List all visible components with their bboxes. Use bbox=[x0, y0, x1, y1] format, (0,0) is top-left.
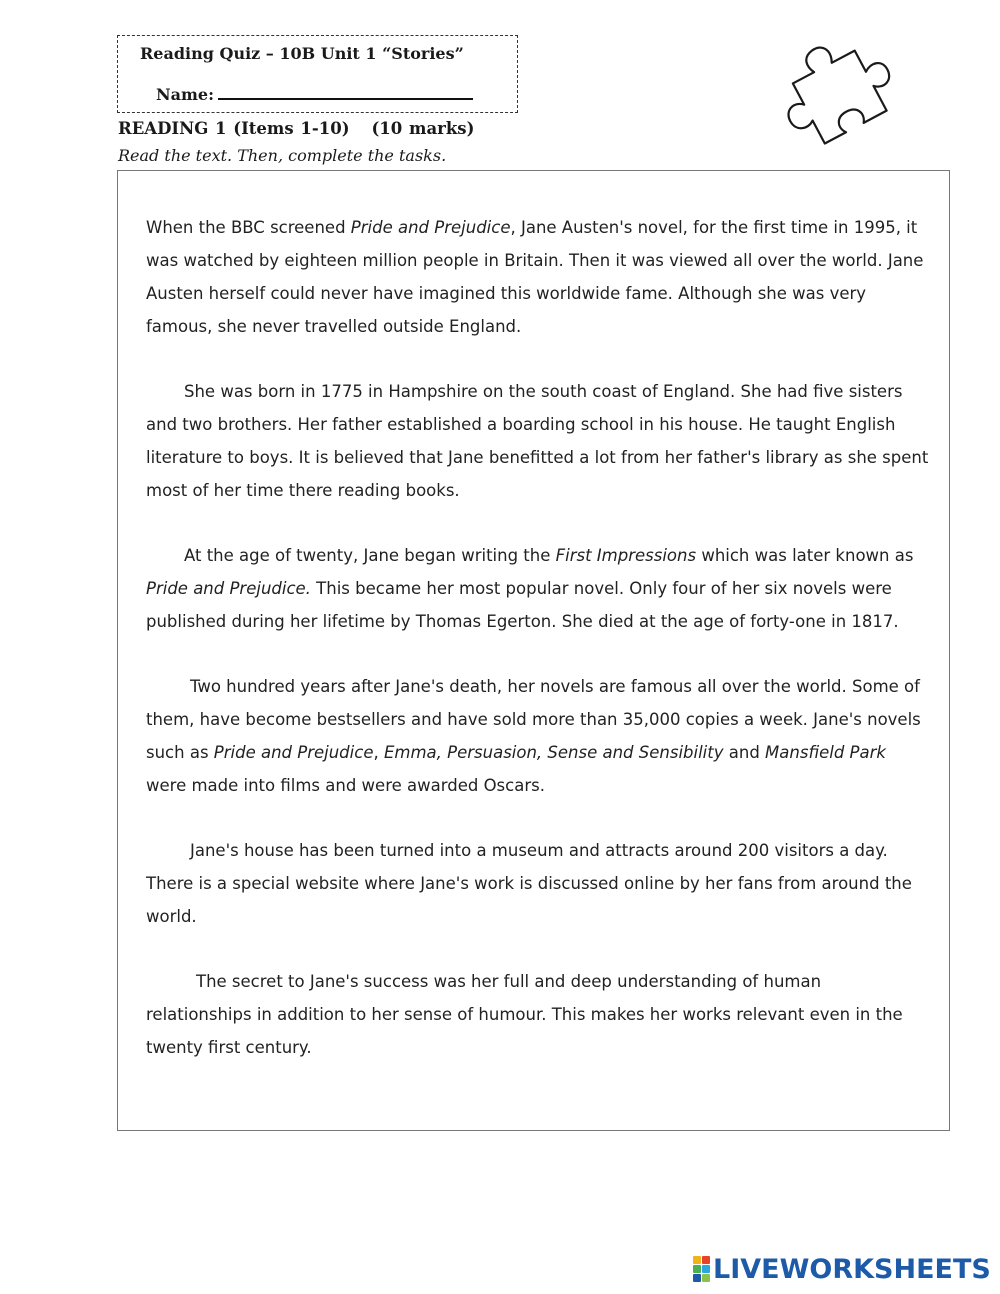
liveworksheets-logo-mark-icon bbox=[693, 1256, 710, 1282]
passage-paragraph-6 bbox=[146, 965, 931, 1064]
p3-text-c: which was later known as bbox=[696, 546, 914, 565]
reading-passage bbox=[117, 170, 950, 1131]
puzzle-piece-icon bbox=[765, 12, 925, 172]
p4-titles-emma-persuasion-sense: Emma, Persuasion, Sense and Sensibility bbox=[383, 743, 724, 762]
passage-paragraph-1 bbox=[146, 211, 931, 343]
p3-text-a: At the age of twenty, Jane began writing the bbox=[184, 546, 556, 565]
p1-title-pride-and-prejudice: Pride and Prejudice bbox=[350, 218, 511, 237]
quiz-title: Reading Quiz – 10B Unit 1 “Stories” bbox=[140, 44, 464, 63]
passage-paragraph-2 bbox=[146, 375, 931, 507]
section-title bbox=[118, 119, 474, 138]
p4-text-a: Two hundred years after Jane's death, her novels are famous all over the world. Some of them, have become bestsellers and have sold more than 35,000 copies a week. Jane's novels such as bbox=[146, 677, 921, 762]
section-title-text: READING 1 (Items 1-10) bbox=[118, 119, 350, 138]
p4-text-e: and bbox=[723, 743, 766, 762]
p4-title-mansfield-park: Mansfield Park bbox=[765, 743, 886, 762]
p5-text: Jane's house has been turned into a museum and attracts around 200 visitors a day. There is a special website where Jane's work is discussed online by her fans from around the world. bbox=[146, 841, 912, 926]
p3-text-e: This became her most popular novel. Only four of her six novels were published during her lifetime by Thomas Egerton. She died at the age of forty-one in 1817. bbox=[146, 579, 899, 631]
name-line bbox=[156, 82, 473, 104]
name-label: Name: bbox=[156, 85, 215, 104]
p1-text-a: When the BBC screened bbox=[146, 218, 351, 237]
quiz-header-box bbox=[117, 35, 518, 113]
p4-text-g: were made into films and were awarded Oscars. bbox=[146, 776, 545, 795]
section-marks: (10 marks) bbox=[371, 119, 475, 138]
liveworksheets-logo-text: LIVEWORKSHEETS bbox=[713, 1253, 991, 1285]
name-input-line[interactable] bbox=[218, 82, 473, 100]
liveworksheets-logo[interactable] bbox=[693, 1253, 991, 1285]
instruction-text: Read the text. Then, complete the tasks. bbox=[118, 146, 447, 165]
p2-text: She was born in 1775 in Hampshire on the south coast of England. She had five sisters and two brothers. Her father established a boarding school in his house. He taught English literature to boys. It is believed that Jane benefitted a lot from her father's library as she spent most of her time there reading books. bbox=[146, 382, 929, 500]
p3-title-pride-and-prejudice: Pride and Prejudice. bbox=[146, 579, 311, 598]
passage-paragraph-3 bbox=[146, 539, 931, 638]
p4-title-pride-and-prejudice: Pride and Prejudice bbox=[213, 743, 374, 762]
p1-text-c: , Jane Austen's novel, for the first time in 1995, it was watched by eighteen million people in Britain. Then it was viewed all over the world. Jane Austen herself could never have imagined this worldwide fame. Although she was very famous, she never travelled outside England. bbox=[146, 218, 924, 336]
passage-paragraph-4 bbox=[146, 670, 931, 802]
p4-text-c: , bbox=[373, 743, 384, 762]
passage-paragraph-5 bbox=[146, 834, 931, 933]
p3-title-first-impressions: First Impressions bbox=[555, 546, 697, 565]
p6-text: The secret to Jane's success was her full and deep understanding of human relationships in addition to her sense of humour. This makes her works relevant even in the twenty first century. bbox=[146, 972, 903, 1057]
